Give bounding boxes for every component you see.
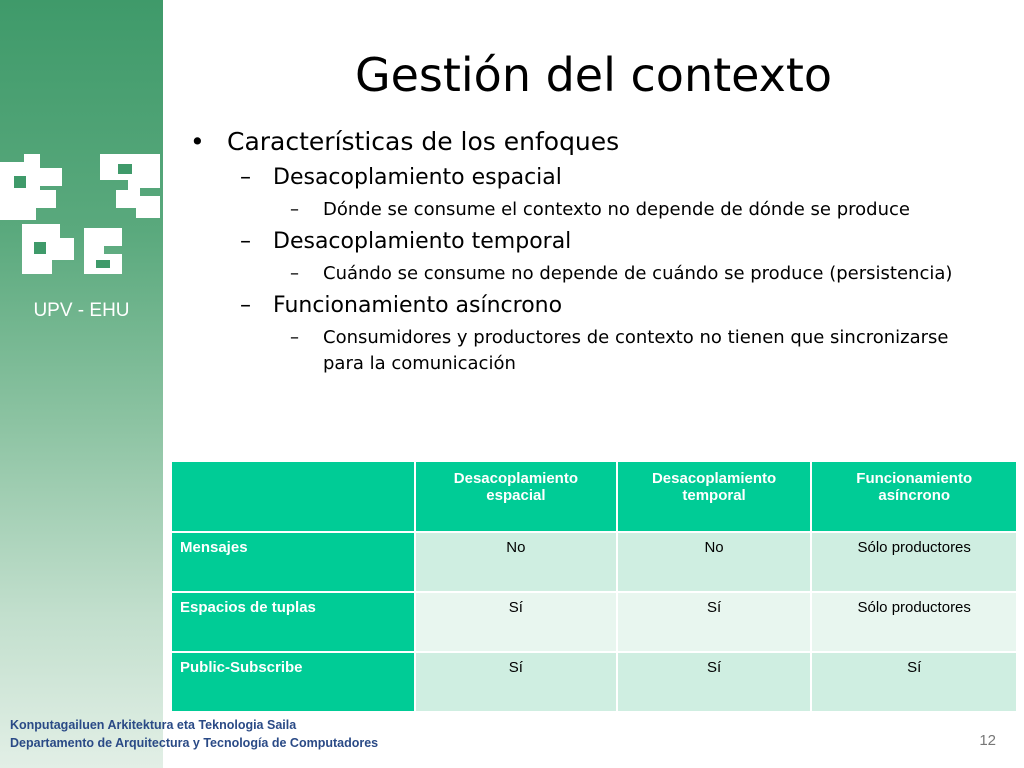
- sidebar: [0, 0, 163, 768]
- table-header-cell: Desacoplamiento espacial: [415, 461, 617, 532]
- table-cell: Sí: [415, 652, 617, 712]
- comparison-table: [170, 460, 1018, 713]
- bullet-sub: [240, 227, 990, 257]
- footer-line-basque: Konputagailuen Arkitektura eta Teknologia Saila: [10, 718, 297, 732]
- table-cell: No: [617, 532, 812, 592]
- bullet-sub: [240, 291, 990, 321]
- sidebar-org-label: UPV - EHU: [33, 300, 130, 321]
- page-title: Gestión del contexto: [354, 48, 833, 102]
- bullet-main: [190, 125, 990, 159]
- upv-ehu-logo-icon: [0, 150, 163, 275]
- dash-icon: –: [290, 199, 299, 220]
- bullet-detail: [290, 197, 973, 223]
- bullet-sub-text: Funcionamiento asíncrono: [273, 293, 563, 318]
- dash-icon: –: [240, 293, 251, 318]
- dash-icon: –: [290, 263, 299, 284]
- table-row: [171, 532, 1017, 592]
- table-header-cell: Desacoplamiento temporal: [617, 461, 812, 532]
- table-row: [171, 652, 1017, 712]
- bullet-detail-text: Cuándo se consume no depende de cuándo se produce (persistencia): [323, 263, 953, 284]
- footer-line-spanish: Departamento de Arquitectura y Tecnología de Computadores: [10, 736, 379, 750]
- table-header-cell: Funcionamiento asíncrono: [811, 461, 1017, 532]
- bullet-sub-text: Desacoplamiento espacial: [273, 165, 562, 190]
- table-cell: Sólo productores: [811, 592, 1017, 652]
- bullet-sub-text: Desacoplamiento temporal: [273, 229, 572, 254]
- table-cell: Sí: [811, 652, 1017, 712]
- bullet-sub: [240, 163, 990, 193]
- row-header-cell: Espacios de tuplas: [171, 592, 415, 652]
- table-cell: Sólo productores: [811, 532, 1017, 592]
- row-header-cell: Public-Subscribe: [171, 652, 415, 712]
- bullet-dot-icon: •: [190, 127, 205, 156]
- table-row: [171, 592, 1017, 652]
- bullet-detail-text: Consumidores y productores de contexto no tienen que sincronizarse para la comunicación: [323, 327, 949, 374]
- bullet-list: [190, 125, 990, 377]
- footer: [10, 716, 378, 752]
- dash-icon: –: [240, 165, 251, 190]
- bullet-detail: [290, 325, 973, 377]
- row-header-cell: Mensajes: [171, 532, 415, 592]
- dash-icon: –: [240, 229, 251, 254]
- bullet-detail-text: Dónde se consume el contexto no depende de dónde se produce: [323, 199, 910, 220]
- table-header-row: [171, 461, 1017, 532]
- dash-icon: –: [290, 327, 299, 348]
- table-cell: Sí: [415, 592, 617, 652]
- table-cell: Sí: [617, 652, 812, 712]
- bullet-main-text: Características de los enfoques: [227, 127, 620, 156]
- table-cell: No: [415, 532, 617, 592]
- table-header-cell: [171, 461, 415, 532]
- page-number: 12: [979, 732, 996, 749]
- table-cell: Sí: [617, 592, 812, 652]
- bullet-detail: [290, 261, 973, 287]
